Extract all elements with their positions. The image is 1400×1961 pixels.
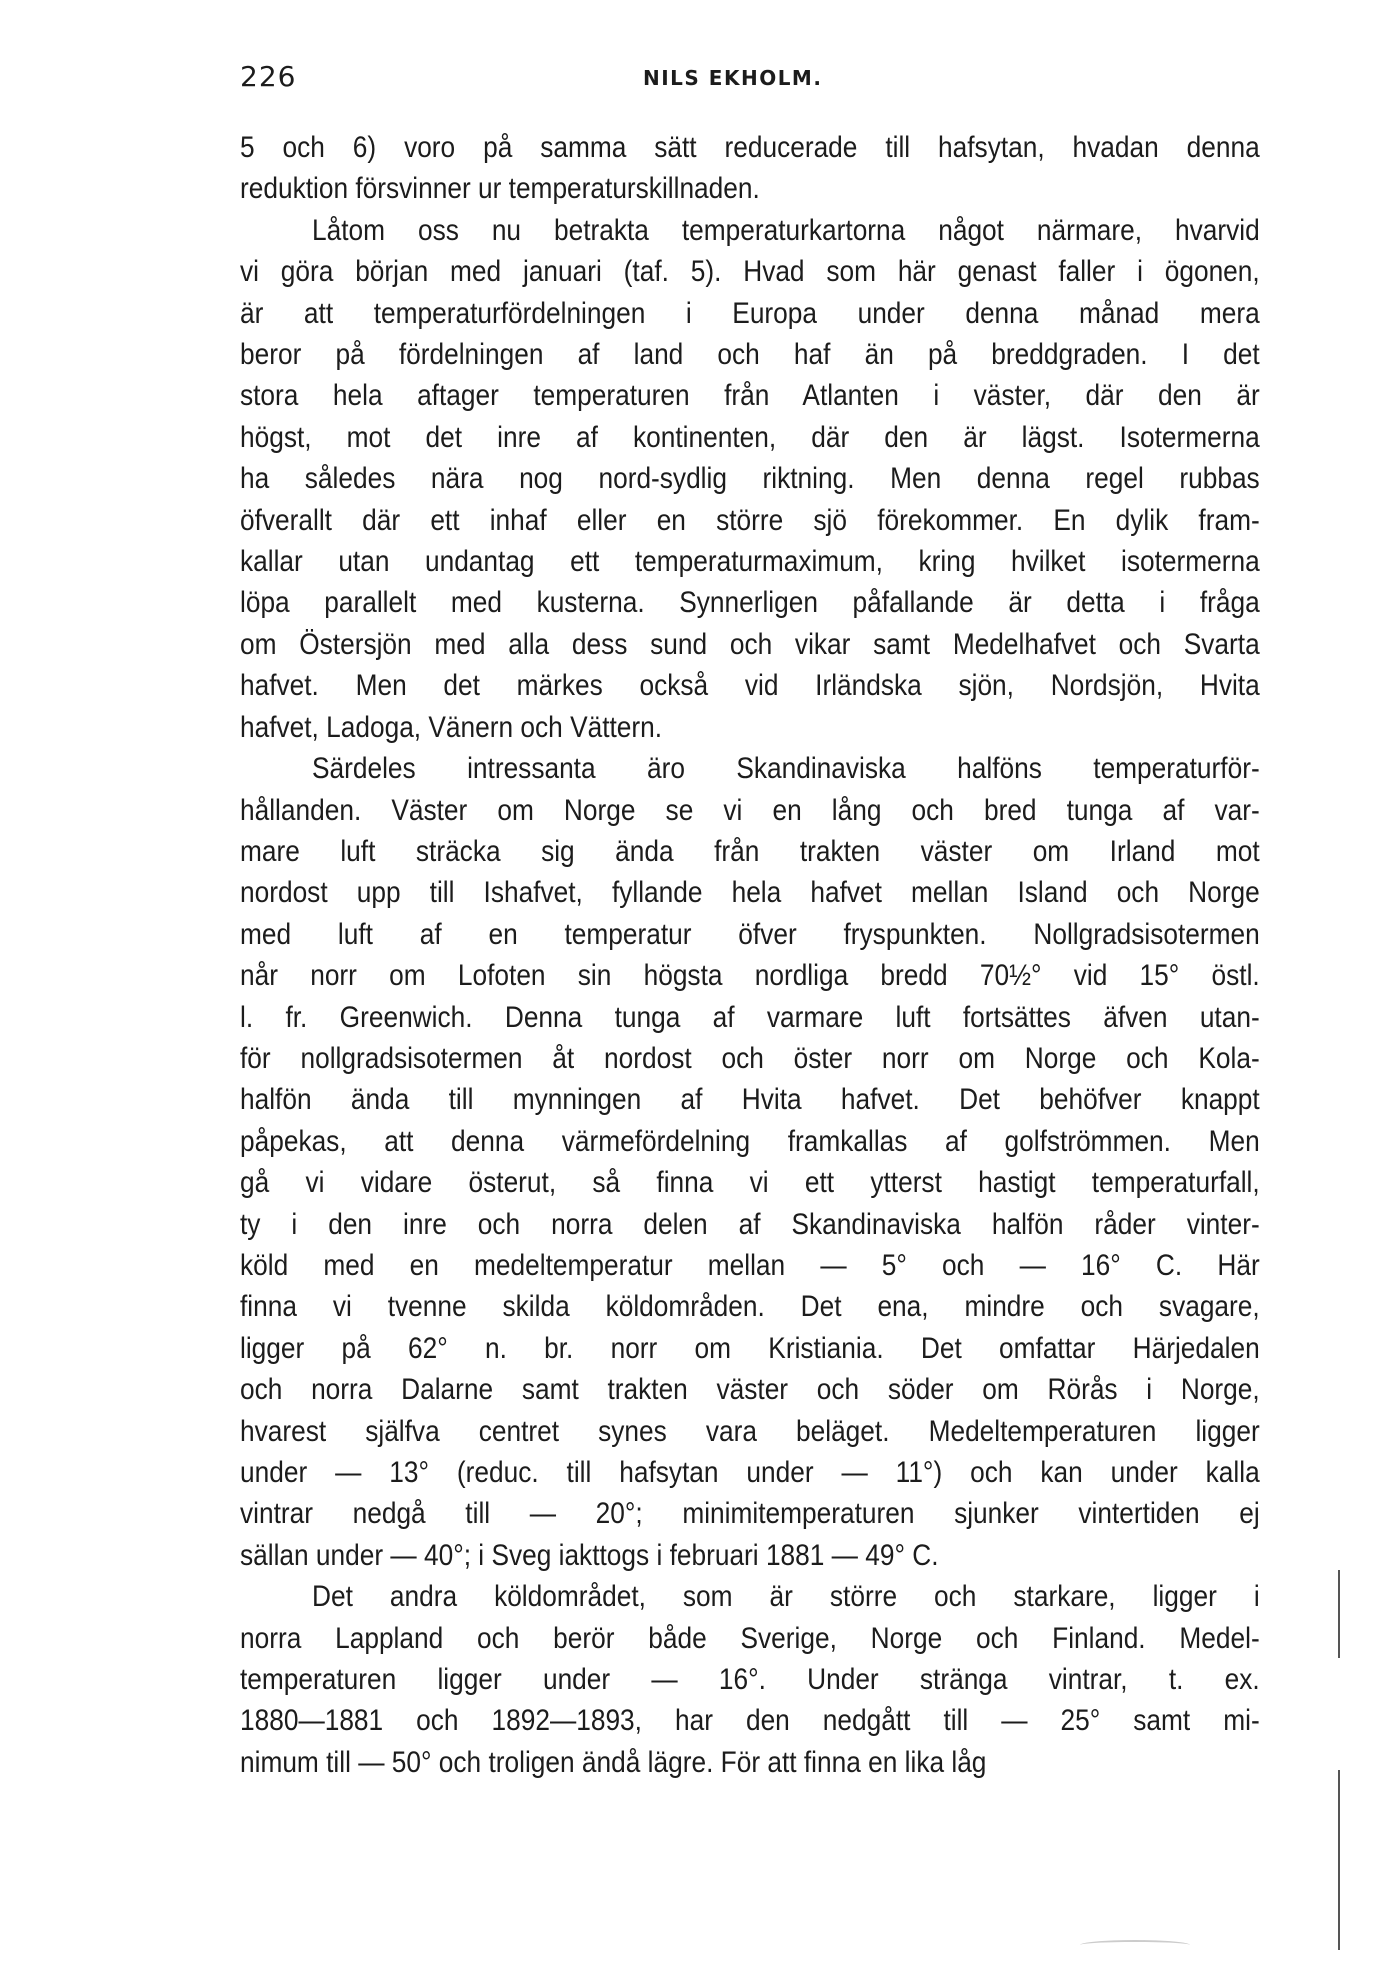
text-line: nimum till — 50° och troligen ändå lägre. För att finna en lika låg [240,1746,987,1779]
text-line: mare luft sträcka sig ända från trakten väster om Irland mot [240,835,1260,868]
text-line: beror på fördelningen af land och haf än på breddgraden. I det [240,339,1260,372]
text-line: Låtom oss nu betrakta temperaturkartorna något närmare, hvarvid [312,214,1260,247]
text-line: når norr om Lofoten sin högsta nordliga bredd 70½° vid 15° östl. [240,960,1260,993]
margin-mark [1338,1570,1340,1658]
margin-mark [1338,1770,1340,1950]
text-line: ligger på 62° n. br. norr om Kristiania. Det omfattar Härjedalen [240,1332,1260,1365]
text-line: 1880—1881 och 1892—1893, har den nedgått till — 25° samt mi- [240,1705,1260,1738]
running-head: NILS EKHOLM. [643,66,823,90]
text-line: ty i den inre och norra delen af Skandinaviska halfön råder vinter- [240,1208,1260,1241]
page-header [240,60,1260,100]
text-line: om Östersjön med alla dess sund och vikar samt Medelhafvet och Svarta [240,628,1260,661]
text-line: vintrar nedgå till — 20°; minimitemperaturen sjunker vintertiden ej [240,1498,1260,1531]
text-line: gå vi vidare österut, så finna vi ett ytterst hastigt temperaturfall, [240,1167,1260,1200]
text-line: norra Lappland och berör både Sverige, Norge och Finland. Medel- [240,1622,1260,1655]
text-line: reduktion försvinner ur temperaturskillnaden. [240,173,760,206]
text-line: sällan under — 40°; i Sveg iakttogs i februari 1881 — 49° C. [240,1539,939,1572]
text-line: med luft af en temperatur öfver fryspunkten. Nollgradsisotermen [240,918,1260,951]
text-line: och norra Dalarne samt trakten väster och söder om Rörås i Norge, [240,1374,1260,1407]
text-line: Särdeles intressanta äro Skandinaviska halföns temperaturför- [312,753,1260,786]
text-line: l. fr. Greenwich. Denna tunga af varmare luft fortsättes äfven utan- [240,1001,1260,1034]
paragraph [240,128,1260,211]
text-line: köld med en medeltemperatur mellan — 5° och — 16° C. Här [240,1249,1260,1282]
text-line: hållanden. Väster om Norge se vi en lång och bred tunga af var- [240,794,1260,827]
text-line: under — 13° (reduc. till hafsytan under — 11°) och kan under kalla [240,1457,1260,1489]
text-line: öfverallt där ett inhaf eller en större sjö förekommer. En dylik fram- [240,504,1260,537]
text-line: finna vi tvenne skilda köldområden. Det ena, mindre och svagare, [240,1291,1260,1324]
text-line: påpekas, att denna värmefördelning framkallas af golfströmmen. Men [240,1125,1260,1158]
text-line: löpa parallelt med kusterna. Synnerligen påfallande är detta i fråga [240,587,1260,620]
text-line: för nollgradsisotermen åt nordost och öster norr om Norge och Kola- [240,1042,1260,1075]
text-line: hafvet. Men det märkes också vid Irländska sjön, Nordsjön, Hvita [240,670,1260,703]
text-line: är att temperaturfördelningen i Europa under denna månad mera [240,297,1260,330]
text-line: 5 och 6) voro på samma sätt reducerade till hafsytan, hvadan denna [240,132,1260,164]
text-line: halfön ända till mynningen af Hvita hafvet. Det behöfver knappt [240,1084,1260,1117]
body-text [240,128,1260,1784]
text-line: hafvet, Ladoga, Vänern och Vättern. [240,711,663,744]
paragraph [240,211,1260,749]
text-line: Det andra köldområdet, som är större och starkare, ligger i [312,1581,1260,1614]
paragraph [240,1577,1260,1784]
page-number: 226 [240,60,297,93]
text-line: vi göra början med januari (taf. 5). Hvad som här genast faller i ögonen, [240,256,1260,289]
text-line: temperaturen ligger under — 16°. Under stränga vintrar, t. ex. [240,1664,1260,1697]
text-line: kallar utan undantag ett temperaturmaximum, kring hvilket isotermerna [240,546,1260,579]
text-line: högst, mot det inre af kontinenten, där den är lägst. Isotermerna [240,421,1260,454]
text-line: hvarest själfva centret synes vara beläget. Medeltemperaturen ligger [240,1415,1260,1448]
text-line: ha således nära nog nord-sydlig riktning. Men denna regel rubbas [240,463,1260,496]
paragraph [240,749,1260,1577]
scan-smudge [1080,1940,1190,1950]
text-line: stora hela aftager temperaturen från Atlanten i väster, där den är [240,380,1260,413]
text-line: nordost upp till Ishafvet, fyllande hela hafvet mellan Island och Norge [240,877,1260,910]
